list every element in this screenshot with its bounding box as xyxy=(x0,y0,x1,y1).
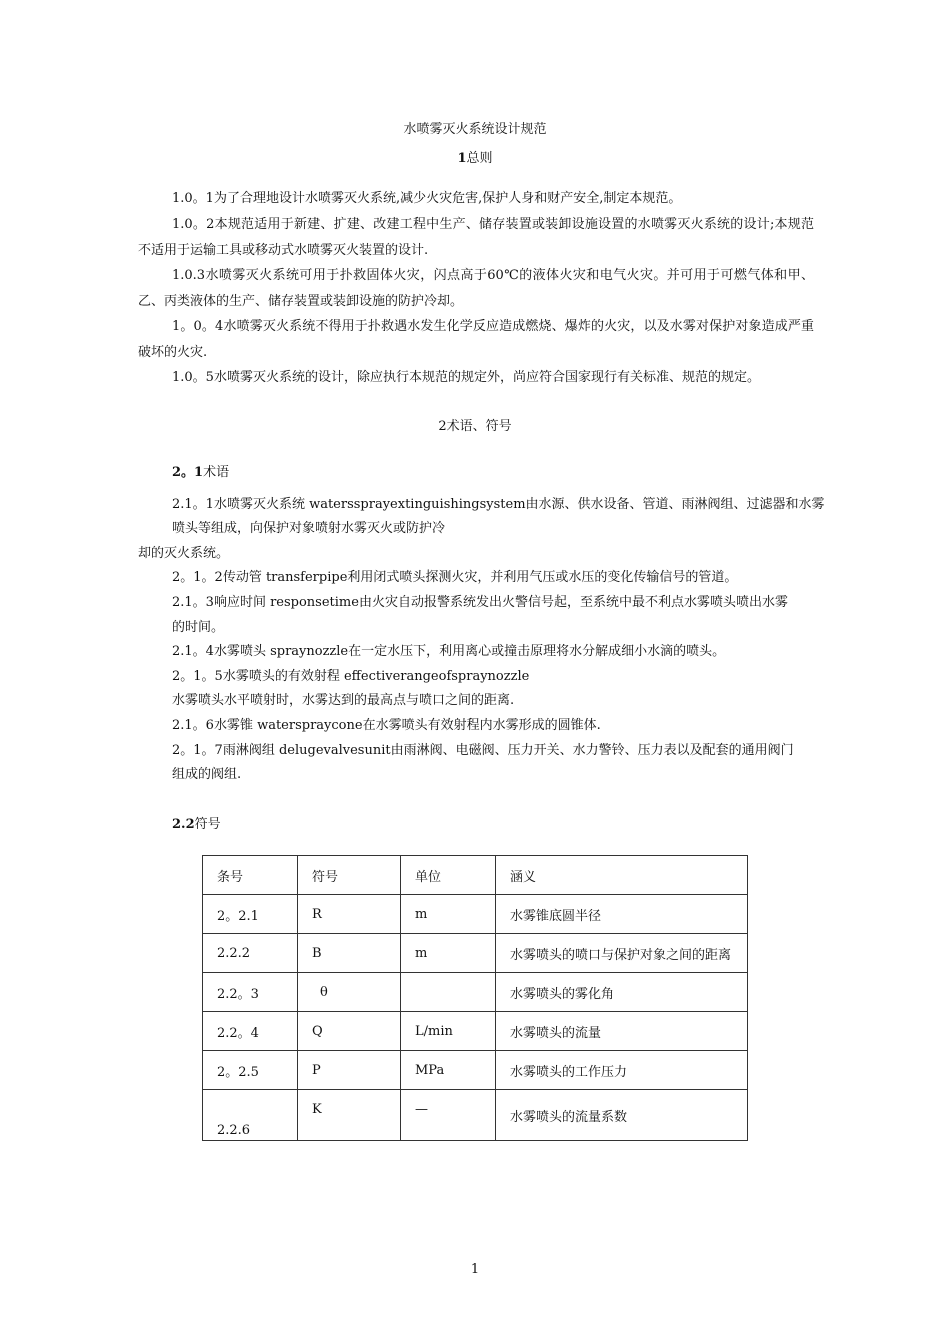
section-2-1-title: 术语 xyxy=(203,465,230,480)
table-row xyxy=(203,973,748,1012)
cell-symbol: Q xyxy=(298,1012,401,1051)
cell-symbol: P xyxy=(298,1051,401,1090)
document-title: 水喷雾灭火系统设计规范 xyxy=(403,122,547,137)
chapter-2-heading: 2术语、符号 xyxy=(438,419,512,434)
term-2-1-2: 2。1。2传动管 transferpipe利用闭式喷头探测火灾，并利用气压或水压的变化传输信号的管道。 xyxy=(172,570,738,585)
table-row xyxy=(203,895,748,934)
header-clause-number: 条号 xyxy=(203,856,298,895)
cell-unit: m xyxy=(401,895,496,934)
chapter-1-title: 总则 xyxy=(466,151,493,166)
term-2-1-3-line-2: 的时间。 xyxy=(172,620,225,635)
paragraph-1-0-5: 1.0。5水喷雾灭火系统的设计，除应执行本规范的规定外，尚应符合国家现行有关标准、规范的规定。 xyxy=(172,370,760,385)
term-2-1-4: 2.1。4水雾喷头 spraynozzle在一定水压下，利用离心或撞击原理将水分解成细小水滴的喷头。 xyxy=(172,644,726,659)
section-2-2-heading xyxy=(172,816,221,834)
table-row xyxy=(203,934,748,973)
chapter-1-heading xyxy=(0,147,950,166)
cell-unit: m xyxy=(401,934,496,973)
section-2-2-title: 符号 xyxy=(194,817,221,832)
cell-meaning: 水雾喷头的流量 xyxy=(496,1012,748,1051)
paragraph-1-0-2: 1.0。2本规范适用于新建、扩建、改建工程中生产、储存装置或装卸设施设置的水喷雾灭火系统的设计;本规范不适用于运输工具或移动式水喷雾灭火装置的设计. xyxy=(138,217,814,258)
paragraph-1-0-1: 1.0。1为了合理地设计水喷雾灭火系统,减少火灾危害,保护人身和财产安全,制定本规范。 xyxy=(172,191,682,206)
cell-meaning: 水雾喷头的喷口与保护对象之间的距离 xyxy=(496,934,748,973)
cell-meaning: 水雾锥底圆半径 xyxy=(496,895,748,934)
chapter-1-number: 1 xyxy=(457,151,467,166)
term-2-1-7-line-1: 2。1。7雨淋阀组 delugevalvesunit由雨淋阀、电磁阀、压力开关、水力警铃、压力表以及配套的通用阀门 xyxy=(172,743,794,758)
term-2-1-5-line-1: 2。1。5水雾喷头的有效射程 effectiverangeofspraynozzle xyxy=(172,669,530,684)
page-number: 1 xyxy=(470,1262,480,1277)
cell-clause-number: 2。2.5 xyxy=(203,1051,298,1090)
section-2-1-number: 2。1 xyxy=(172,465,204,480)
cell-meaning: 水雾喷头的工作压力 xyxy=(496,1051,748,1090)
cell-clause-number: 2.2.2 xyxy=(203,934,298,973)
cell-clause-number: 2.2。3 xyxy=(203,973,298,1012)
cell-meaning: 水雾喷头的雾化角 xyxy=(496,973,748,1012)
term-2-1-5-line-2: 水雾喷头水平喷射时，水雾达到的最高点与喷口之间的距离. xyxy=(172,693,515,708)
cell-clause-number: 2.2。4 xyxy=(203,1012,298,1051)
cell-symbol: K xyxy=(298,1090,401,1141)
paragraph-1-0-4: 1。0。4水喷雾灭火系统不得用于扑救遇水发生化学反应造成燃烧、爆炸的火灾，以及水雾对保护对象造成严重破坏的火灾. xyxy=(138,319,814,360)
header-symbol: 符号 xyxy=(298,856,401,895)
cell-clause-number: 2.2.6 xyxy=(203,1090,298,1141)
table-row xyxy=(203,1012,748,1051)
section-2-1-heading xyxy=(172,464,229,482)
section-2-2-number: 2.2 xyxy=(172,817,195,832)
cell-symbol: B xyxy=(298,934,401,973)
paragraph-1-0-3: 1.0.3水喷雾灭火系统可用于扑救固体火灾，闪点高于60℃的液体火灾和电气火灾。并可用于可燃气体和甲、乙、丙类液体的生产、储存装置或装卸设施的防护冷却。 xyxy=(138,268,814,309)
term-2-1-1-line-2: 喷头等组成，向保护对象喷射水雾灭火或防护冷 xyxy=(172,521,446,536)
cell-meaning: 水雾喷头的流量系数 xyxy=(496,1090,748,1141)
cell-unit: MPa xyxy=(401,1051,496,1090)
table-header-row xyxy=(203,856,748,895)
cell-symbol: R xyxy=(298,895,401,934)
cell-unit: L/min xyxy=(401,1012,496,1051)
term-2-1-7-line-2: 组成的阀组. xyxy=(172,767,242,782)
cell-unit: — xyxy=(401,1090,496,1141)
table-row xyxy=(203,1090,748,1141)
term-2-1-1-line-3: 却的灭火系统。 xyxy=(138,546,230,561)
header-meaning: 涵义 xyxy=(496,856,748,895)
term-2-1-3-line-1: 2.1。3响应时间 responsetime由火灾自动报警系统发出火警信号起，至系统中最不利点水雾喷头喷出水雾 xyxy=(172,595,788,610)
term-2-1-6: 2.1。6水雾锥 waterspraycone在水雾喷头有效射程内水雾形成的圆锥体. xyxy=(172,718,601,733)
cell-symbol: θ xyxy=(298,973,401,1012)
cell-clause-number: 2。2.1 xyxy=(203,895,298,934)
cell-unit xyxy=(401,973,496,1012)
table-row xyxy=(203,1051,748,1090)
header-unit: 单位 xyxy=(401,856,496,895)
symbols-table xyxy=(202,855,748,1141)
term-2-1-1-line-1: 2.1。1水喷雾灭火系统 waterssprayextinguishingsystem由水源、供水设备、管道、雨淋阀组、过滤器和水雾 xyxy=(172,497,825,512)
